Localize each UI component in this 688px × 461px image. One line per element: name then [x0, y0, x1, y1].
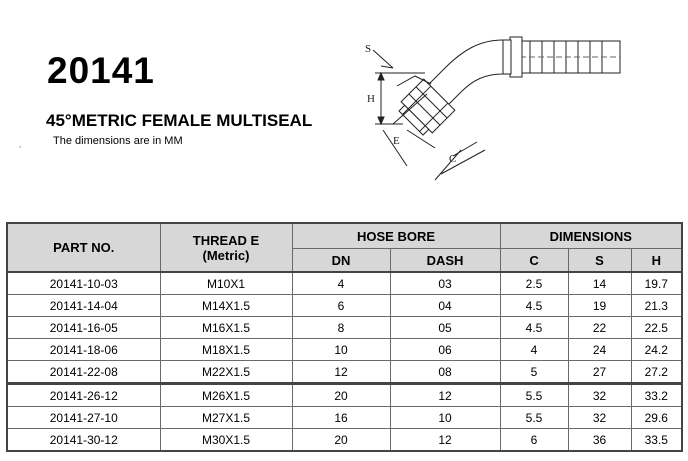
dim-label-s: S: [365, 43, 372, 55]
header-thread-line1: THREAD E: [192, 232, 260, 248]
cell-dn: 12: [292, 361, 390, 384]
cell-s: 32: [568, 384, 631, 407]
cell-part: 20141-30-12: [7, 429, 160, 452]
cell-thread: M18X1.5: [160, 339, 292, 361]
cell-c: 4.5: [500, 317, 568, 339]
table-row: [7, 317, 682, 339]
cell-dn: 20: [292, 384, 390, 407]
cell-dash: 05: [390, 317, 500, 339]
cell-dash: 10: [390, 407, 500, 429]
cell-dn: 8: [292, 317, 390, 339]
cell-h: 19.7: [631, 272, 682, 295]
cell-c: 5: [500, 361, 568, 384]
header-h: H: [631, 249, 682, 273]
dim-label-c: C: [449, 153, 457, 165]
cell-c: 4: [500, 339, 568, 361]
header-c: C: [500, 249, 568, 273]
cell-dn: 4: [292, 272, 390, 295]
cell-h: 33.2: [631, 384, 682, 407]
table-row: [7, 339, 682, 361]
header-thread: [160, 223, 292, 272]
cell-s: 27: [568, 361, 631, 384]
cell-part: 20141-10-03: [7, 272, 160, 295]
cell-dash: 12: [390, 429, 500, 452]
dim-label-h: H: [367, 93, 375, 105]
header-dash: DASH: [390, 249, 500, 273]
cell-part: 20141-16-05: [7, 317, 160, 339]
header-dimensions: DIMENSIONS: [500, 223, 682, 249]
cell-s: 24: [568, 339, 631, 361]
stray-mark: ,: [19, 140, 22, 149]
cell-part: 20141-27-10: [7, 407, 160, 429]
table-row: [7, 429, 682, 452]
cell-h: 29.6: [631, 407, 682, 429]
cell-part: 20141-18-06: [7, 339, 160, 361]
header-hose-bore: HOSE BORE: [292, 223, 500, 249]
cell-thread: M16X1.5: [160, 317, 292, 339]
cell-dn: 20: [292, 429, 390, 452]
cell-c: 5.5: [500, 384, 568, 407]
part-number-heading: 20141: [47, 50, 155, 91]
cell-h: 21.3: [631, 295, 682, 317]
fitting-drawing: [345, 28, 635, 188]
cell-part: 20141-14-04: [7, 295, 160, 317]
cell-dash: 03: [390, 272, 500, 295]
cell-thread: M14X1.5: [160, 295, 292, 317]
cell-thread: M22X1.5: [160, 361, 292, 384]
units-note: The dimensions are in MM: [53, 135, 183, 147]
cell-dash: 04: [390, 295, 500, 317]
header-thread-line2: (Metric): [202, 247, 250, 263]
cell-dash: 06: [390, 339, 500, 361]
table-row: [7, 272, 682, 295]
header-part-no: PART NO.: [7, 223, 160, 272]
cell-h: 27.2: [631, 361, 682, 384]
cell-c: 5.5: [500, 407, 568, 429]
cell-thread: M10X1: [160, 272, 292, 295]
cell-h: 24.2: [631, 339, 682, 361]
cell-h: 33.5: [631, 429, 682, 452]
cell-part: 20141-22-08: [7, 361, 160, 384]
specification-table: [6, 222, 683, 452]
cell-c: 2.5: [500, 272, 568, 295]
header-s: S: [568, 249, 631, 273]
dim-label-e: E: [393, 135, 400, 147]
cell-c: 6: [500, 429, 568, 452]
cell-s: 32: [568, 407, 631, 429]
cell-s: 14: [568, 272, 631, 295]
product-title: 45°METRIC FEMALE MULTISEAL: [46, 111, 313, 130]
cell-thread: M30X1.5: [160, 429, 292, 452]
table-row: [7, 361, 682, 384]
table-row: [7, 384, 682, 407]
cell-dn: 16: [292, 407, 390, 429]
cell-s: 36: [568, 429, 631, 452]
cell-dash: 08: [390, 361, 500, 384]
cell-c: 4.5: [500, 295, 568, 317]
cell-dn: 10: [292, 339, 390, 361]
table-row: [7, 295, 682, 317]
table-row: [7, 407, 682, 429]
cell-dash: 12: [390, 384, 500, 407]
cell-part: 20141-26-12: [7, 384, 160, 407]
cell-thread: M26X1.5: [160, 384, 292, 407]
cell-h: 22.5: [631, 317, 682, 339]
header-dn: DN: [292, 249, 390, 273]
cell-thread: M27X1.5: [160, 407, 292, 429]
cell-s: 19: [568, 295, 631, 317]
cell-s: 22: [568, 317, 631, 339]
cell-dn: 6: [292, 295, 390, 317]
